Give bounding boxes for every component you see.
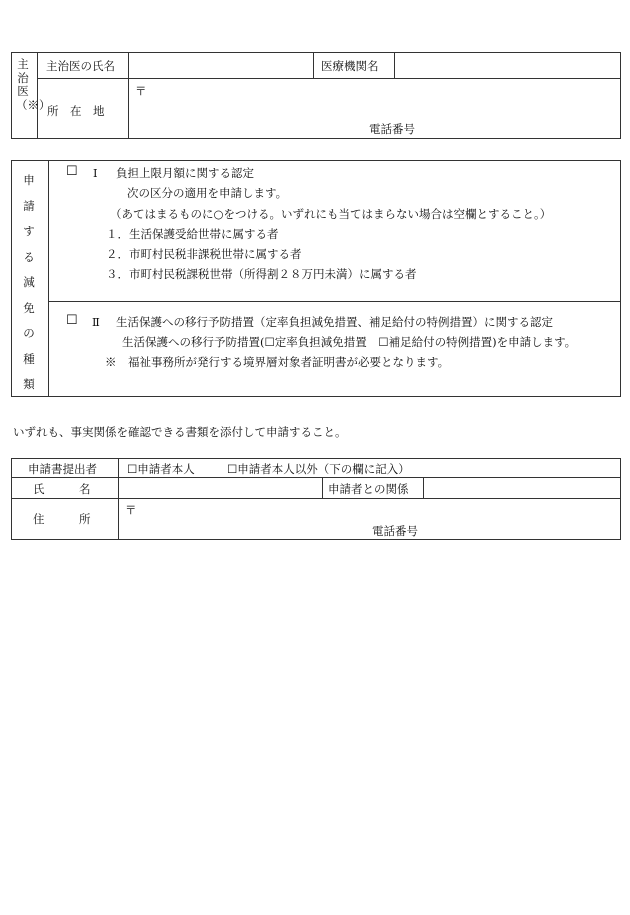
submitter-postal-mark: 〒 (125, 503, 137, 517)
submitter-option-other[interactable]: ☐申請者本人以外（下の欄に記入） (227, 462, 410, 476)
item2-note: ※ 福祉事務所が発行する境界層対象者証明書が必要となります。 (105, 355, 450, 369)
item1-title: 負担上限月額に関する認定 (116, 166, 254, 180)
institution-field[interactable] (395, 53, 620, 77)
divider (313, 52, 314, 78)
doctor-name-label: 主治医の氏名 (46, 59, 115, 73)
relation-label: 申請者との関係 (328, 482, 409, 496)
doctor-phone-label: 電話番号 (369, 122, 415, 136)
submitter-name-label: 氏 名 (33, 482, 91, 496)
item1-option-1[interactable]: １．生活保護受給世帯に属する者 (106, 227, 279, 241)
item2-numeral: Ⅱ (92, 315, 100, 329)
attachment-note: いずれも、事実関係を確認できる書類を添付して申請すること。 (13, 425, 347, 439)
item1-line2: （あてはまるものに○をつける。いずれにも当てはまらない場合は空欄とすること。） (110, 207, 552, 221)
item2-line1: 生活保護への移行予防措置(☐定率負担減免措置 ☐補足給付の特例措置)を申請します。 (122, 335, 577, 349)
item1-option-2[interactable]: ２．市町村民税非課税世帯に属する者 (106, 247, 302, 261)
item1-numeral: Ⅰ (93, 166, 98, 180)
divider (48, 301, 621, 302)
divider (37, 52, 38, 139)
divider (322, 477, 323, 498)
doctor-name-field[interactable] (129, 53, 312, 77)
item2-checkbox[interactable]: ☐ (66, 313, 78, 328)
postal-mark: 〒 (135, 84, 147, 98)
reduction-section-label: 申請する減免の種類 (23, 173, 35, 391)
institution-label: 医療機関名 (321, 59, 379, 73)
submitter-address-field[interactable] (119, 499, 620, 539)
item1-option-3[interactable]: ３．市町村民税課税世帯（所得割２８万円未満）に属する者 (106, 267, 417, 281)
submitter-option-self[interactable]: ☐申請者本人 (127, 462, 195, 476)
submitter-phone-label: 電話番号 (372, 524, 418, 538)
divider (48, 160, 49, 397)
relation-field[interactable] (424, 478, 620, 497)
item2-title: 生活保護への移行予防措置（定率負担減免措置、補足給付の特例措置）に関する認定 (116, 315, 553, 329)
item1-line1: 次の区分の適用を申請します。 (127, 186, 288, 200)
doctor-section-label: 主治医（※） (16, 57, 51, 112)
submitter-name-field[interactable] (119, 478, 321, 497)
item1-checkbox[interactable]: ☐ (66, 164, 78, 179)
submitter-label: 申請書提出者 (28, 462, 97, 476)
doctor-address-label: 所 在 地 (47, 104, 105, 118)
submitter-address-label: 住 所 (33, 512, 91, 526)
